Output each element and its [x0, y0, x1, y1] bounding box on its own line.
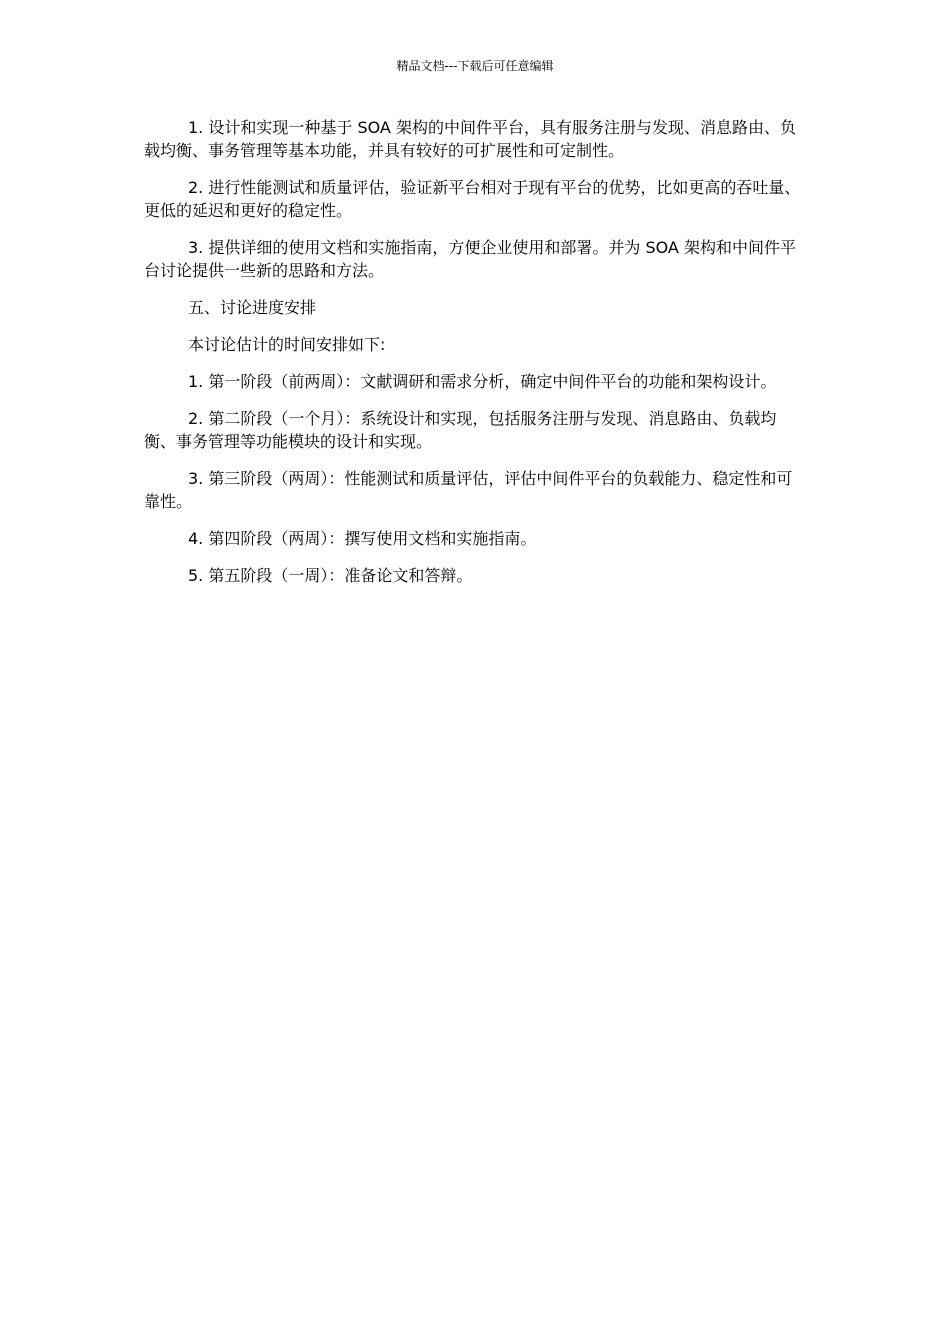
schedule-phase-3: 3. 第三阶段（两周）：性能测试和质量评估，评估中间件平台的负载能力、稳定性和可靠性。	[144, 469, 793, 511]
goal-item-3: 3. 提供详细的使用文档和实施指南，方便企业使用和部署。并为 SOA 架构和中间件平台讨论提供一些新的思路和方法。	[144, 238, 796, 280]
schedule-phase-1: 1. 第一阶段（前两周）：文献调研和需求分析，确定中间件平台的功能和架构设计。	[188, 372, 777, 391]
goal-item-2: 2. 进行性能测试和质量评估，验证新平台相对于现有平台的优势，比如更高的吞吐量、更低的延迟和更好的稳定性。	[144, 178, 801, 220]
schedule-intro: 本讨论估计的时间安排如下:	[188, 335, 386, 354]
schedule-phase-4: 4. 第四阶段（两周）：撰写使用文档和实施指南。	[188, 529, 537, 548]
schedule-phase-2: 2. 第二阶段（一个月）：系统设计和实现，包括服务注册与发现、消息路由、负载均衡、事务管理等功能模块的设计和实现。	[144, 409, 777, 451]
section-heading-schedule: 五、讨论进度安排	[188, 298, 317, 317]
goal-item-1: 1. 设计和实现一种基于 SOA 架构的中间件平台，具有服务注册与发现、消息路由、负载均衡、事务管理等基本功能，并具有较好的可扩展性和可定制性。	[144, 118, 796, 160]
page-header: 精品文档---下载后可任意编辑	[396, 59, 554, 73]
schedule-phase-5: 5. 第五阶段（一周）：准备论文和答辩。	[188, 566, 473, 585]
document-body	[144, 116, 804, 601]
